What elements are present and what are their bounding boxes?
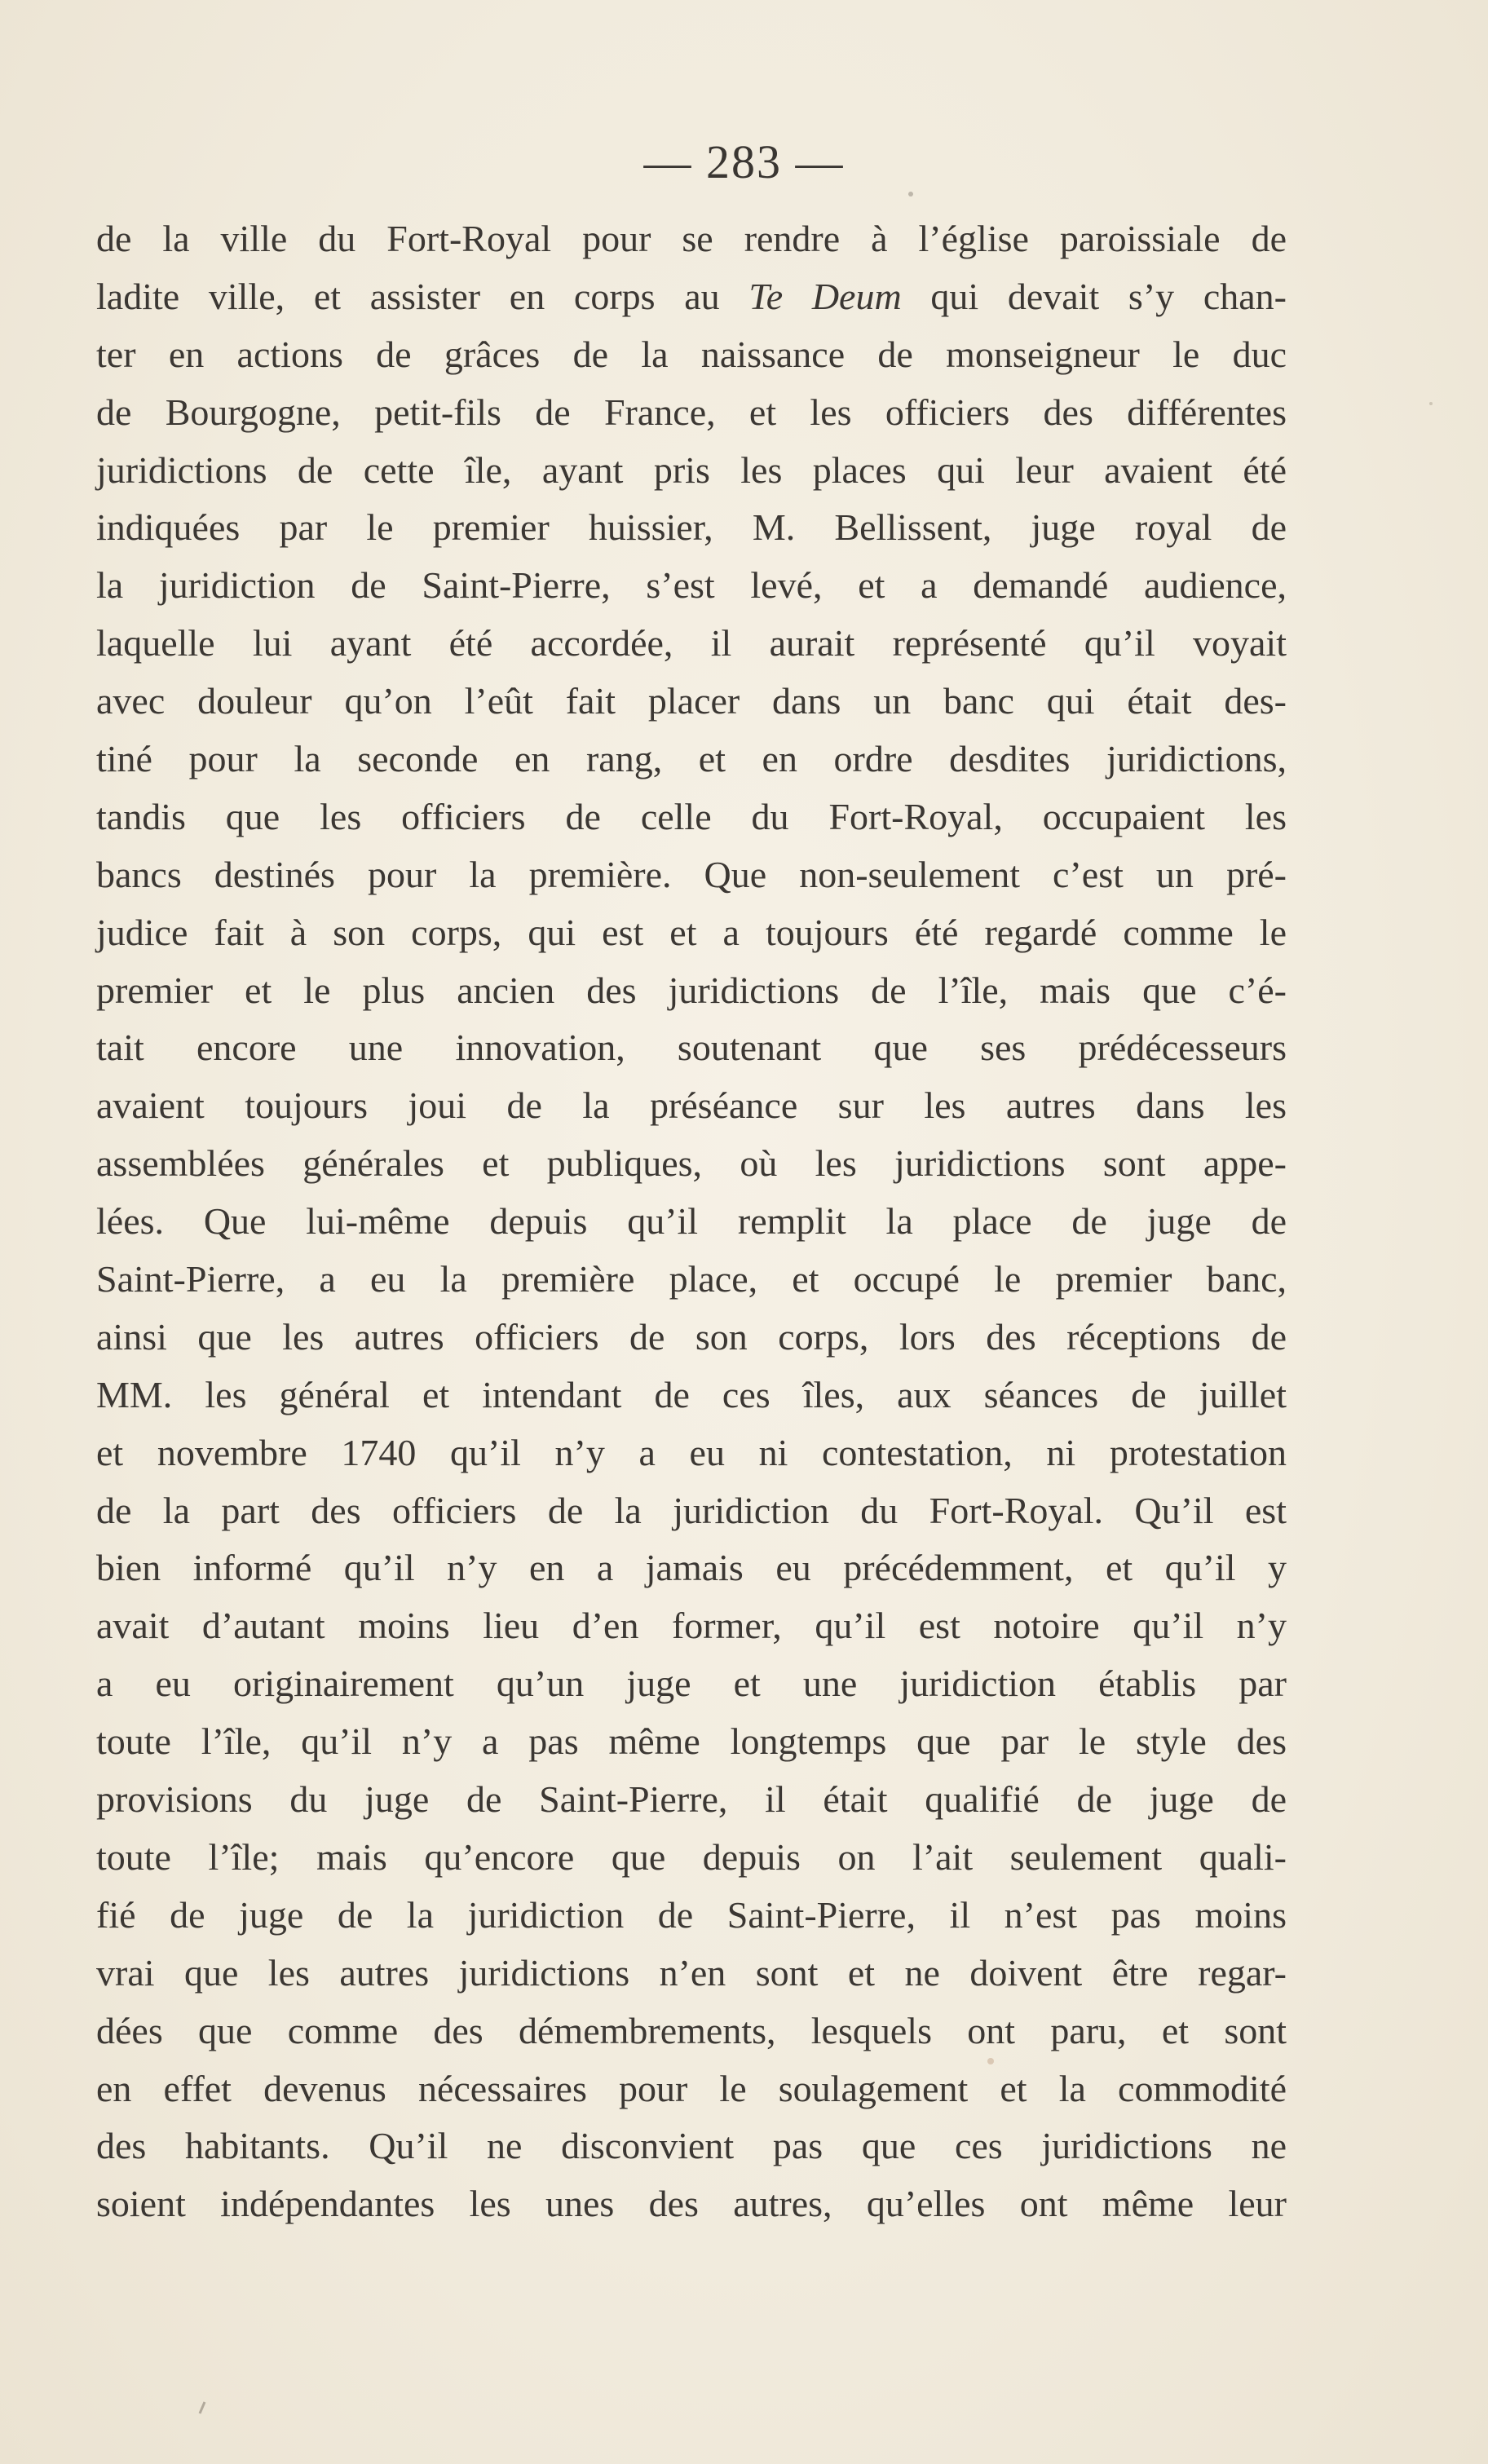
text-line: juridictions de cette île, ayant pris les places qui leur avaient été	[96, 448, 1287, 491]
text-line: lées. Que lui-même depuis qu’il remplit la place de juge de	[96, 1200, 1287, 1243]
text-line: avait d’autant moins lieu d’en former, qu’il est notoire qu’il n’y	[96, 1605, 1287, 1647]
text-line: ter en actions de grâces de la naissance de monseigneur le duc	[96, 333, 1287, 375]
text-line: la juridiction de Saint-Pierre, s’est levé, et a demandé audience,	[96, 564, 1287, 607]
text-line: dées que comme des démembrements, lesquels ont paru, et sont	[96, 2009, 1287, 2051]
page-number: — 283 —	[643, 135, 845, 188]
text-line: avaient toujours joui de la préséance sur les autres dans les	[96, 1084, 1287, 1127]
text-line: toute l’île, qu’il n’y a pas même longtemps que par le style des	[96, 1720, 1287, 1763]
text-line: tiné pour la seconde en rang, et en ordre desdites juridictions,	[96, 738, 1287, 780]
text-line: ainsi que les autres officiers de son corps, lors des réceptions de	[96, 1315, 1287, 1358]
text-line: toute l’île; mais qu’encore que depuis on l’ait seulement quali-	[96, 1835, 1287, 1878]
text-line: MM. les général et intendant de ces îles, aux séances de juillet	[96, 1373, 1287, 1415]
text-line: soient indépendantes les unes des autres, qu’elles ont même leur	[96, 2183, 1287, 2225]
text-line: en effet devenus nécessaires pour le soulagement et la commodité	[96, 2067, 1287, 2109]
text-line: tandis que les officiers de celle du Fort-Royal, occupaient les	[96, 795, 1287, 837]
text-line: premier et le plus ancien des juridictions de l’île, mais que c’é-	[96, 969, 1287, 1011]
text-line: bien informé qu’il n’y en a jamais eu précédemment, et qu’il y	[96, 1547, 1287, 1589]
text-line: a eu originairement qu’un juge et une juridiction établis par	[96, 1663, 1287, 1705]
text-line: judice fait à son corps, qui est et a toujours été regardé comme le	[96, 911, 1287, 953]
text-line: et novembre 1740 qu’il n’y a eu ni contestation, ni protestation	[96, 1431, 1287, 1473]
text-line: assemblées générales et publiques, où les juridictions sont appe-	[96, 1142, 1287, 1185]
text-line: avec douleur qu’on l’eût fait placer dans un banc qui était des-	[96, 680, 1287, 722]
text-line: de la part des officiers de la juridiction du Fort-Royal. Qu’il est	[96, 1489, 1287, 1531]
text-line: ladite ville, et assister en corps au Te Deum qui devait s’y chan-	[96, 275, 1287, 317]
text-line: Saint-Pierre, a eu la première place, et occupé le premier banc,	[96, 1258, 1287, 1300]
text-line: de Bourgogne, petit-fils de France, et les officiers des différentes	[96, 391, 1287, 433]
text-line: provisions du juge de Saint-Pierre, il était qualifié de juge de	[96, 1778, 1287, 1821]
body-text	[96, 210, 1287, 2233]
text-line: tait encore une innovation, soutenant que ses prédécesseurs	[96, 1027, 1287, 1069]
text-line: de la ville du Fort-Royal pour se rendre à l’église paroissiale de	[96, 218, 1287, 259]
text-line: vrai que les autres juridictions n’en sont et ne doivent être regar-	[96, 1951, 1287, 1994]
text-line: bancs destinés pour la première. Que non-seulement c’est un pré-	[96, 853, 1287, 895]
text-line: fié de juge de la juridiction de Saint-Pierre, il n’est pas moins	[96, 1893, 1287, 1936]
text-line: laquelle lui ayant été accordée, il aurait représenté qu’il voyait	[96, 622, 1287, 665]
italic-phrase: Te Deum	[748, 275, 902, 317]
text-line: indiquées par le premier huissier, M. Bellissent, juge royal de	[96, 506, 1287, 549]
text-line: des habitants. Qu’il ne disconvient pas que ces juridictions ne	[96, 2125, 1287, 2167]
